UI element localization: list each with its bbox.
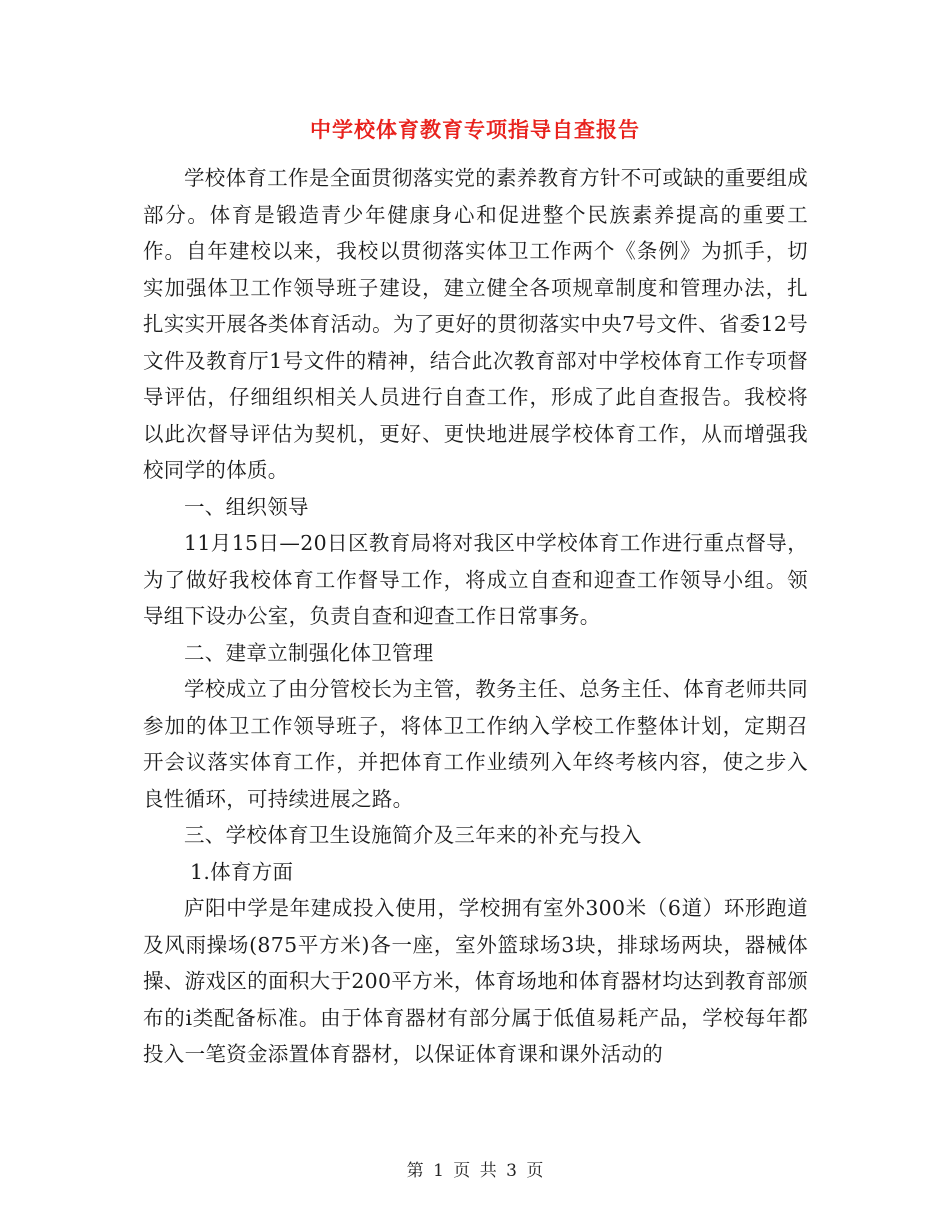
section-heading-facilities: 三、学校体育卫生设施简介及三年来的补充与投入 [184, 823, 642, 847]
section-heading-organization: 一、组织领导 [184, 494, 309, 519]
document-body [143, 160, 808, 1073]
regulations-paragraph: 学校成立了由分管校长为主管，教务主任、总务主任、体育老师共同参加的体卫工作领导班子，将体卫工作纳入学校工作整体计划，定期召开会议落实体育工作，并把体育工作业绩列入年终考核内容，使之步入良性循环，可持续进展之路。 [143, 677, 808, 811]
sports-paragraph: 庐阳中学是年建成投入使用，学校拥有室外300米（6道）环形跑道及风雨操场(875平方米)各一座，室外篮球场3块，排球场两块，器械体操、游戏区的面积大于200平方米，体育场地和体育器材均达到教育部颁布的ⅰ类配备标准。由于体育器材有部分属于低值易耗产品，学校每年都投入一笔资金添置体育器材，以保证体育课和课外活动的 [143, 896, 808, 1066]
section-heading-regulations: 二、建章立制强化体卫管理 [184, 640, 434, 665]
subsection-heading-sports: 1.体育方面 [190, 859, 294, 884]
page-title: 中学校体育教育专项指导自查报告 [310, 117, 640, 142]
organization-paragraph: 11月15日—20日区教育局将对我区中学校体育工作进行重点督导，为了做好我校体育工作督导工作，将成立自查和迎查工作领导小组。领导组下设办公室，负责自查和迎查工作日常事务。 [143, 531, 808, 628]
page-number-footer: 第 1 页 共 3 页 [406, 1161, 544, 1181]
intro-paragraph: 学校体育工作是全面贯彻落实党的素养教育方针不可或缺的重要组成部分。体育是锻造青少年健康身心和促进整个民族素养提高的重要工作。自年建校以来，我校以贯彻落实体卫工作两个《条例》为抓手，切实加强体卫工作领导班子建设，建立健全各项规章制度和管理办法，扎扎实实开展各类体育活动。为了更好的贯彻落实中央7号文件、省委12号文件及教育厅1号文件的精神，结合此次教育部对中学校体育工作专项督导评估，仔细组织相关人员进行自查工作，形成了此自查报告。我校将以此次督导评估为契机，更好、更快地进展学校体育工作，从而增强我校同学的体质。 [143, 166, 808, 482]
